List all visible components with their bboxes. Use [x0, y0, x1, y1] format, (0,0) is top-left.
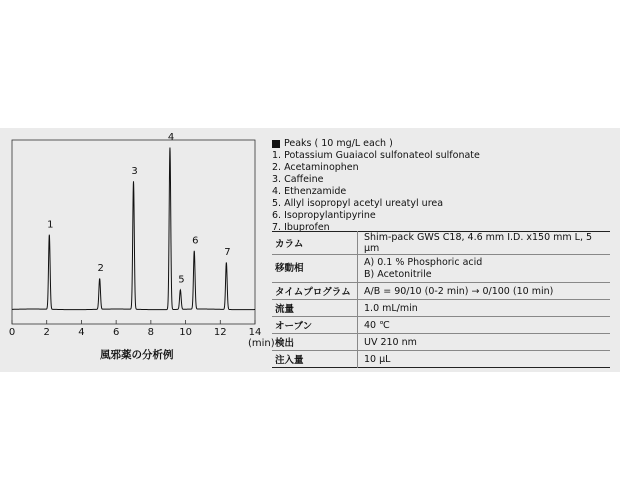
condition-value: 1.0 mL/min: [358, 300, 611, 317]
peak-list-item: 1. Potassium Guaiacol sulfonateol sulfonate: [272, 150, 480, 161]
x-tick-label: 8: [147, 327, 155, 338]
condition-row-mobile-phase: [272, 255, 610, 283]
condition-value: UV 210 nm: [358, 334, 611, 351]
condition-value: [358, 255, 611, 283]
peak-list-item: 5. Allyl isopropyl acetyl ureatyl urea: [272, 198, 444, 209]
condition-row-column: [272, 232, 610, 255]
peak-label-4: 4: [167, 132, 175, 143]
condition-key: 流量: [272, 300, 358, 317]
x-tick-label: 10: [179, 327, 192, 338]
x-tick-label: 14: [248, 327, 262, 338]
condition-value-line: B) Acetonitrile: [364, 268, 432, 280]
peak-label-7: 7: [224, 247, 231, 258]
condition-value: A/B = 90/10 (0-2 min) → 0/100 (10 min): [358, 283, 611, 300]
condition-row-oven: [272, 317, 610, 334]
condition-value: Shim-pack GWS C18, 4.6 mm I.D. x150 mm L, 5 μm: [358, 232, 611, 255]
condition-row-time-program: [272, 283, 610, 300]
x-tick-label: 6: [112, 327, 120, 338]
x-tick-label: 12: [213, 327, 227, 338]
x-tick-label: 4: [78, 327, 85, 338]
condition-value: 10 μL: [358, 351, 611, 368]
peaks-legend: [272, 138, 612, 234]
peak-list-item: 7. Ibuprofen: [272, 222, 330, 233]
peak-list-item: 2. Acetaminophen: [272, 162, 359, 173]
condition-row-detection: [272, 334, 610, 351]
condition-key: オーブン: [272, 317, 358, 334]
x-axis-unit-label: (min): [248, 338, 275, 349]
chromatogram-chart: [0, 128, 275, 350]
condition-row-injection-volume: [272, 351, 610, 368]
condition-row-flow-rate: [272, 300, 610, 317]
x-tick-label: 0: [8, 327, 16, 338]
condition-key: 移動相: [272, 255, 358, 283]
square-bullet-icon: [272, 140, 280, 148]
peaks-title: Peaks ( 10 mg/L each ): [284, 138, 393, 149]
peak-label-5: 5: [178, 274, 185, 286]
conditions-table: [272, 231, 610, 368]
condition-key: 検出: [272, 334, 358, 351]
condition-value: 40 ℃: [358, 317, 611, 334]
peak-label-1: 1: [47, 219, 54, 231]
peaks-title-row: [272, 138, 612, 150]
peak-labels: [47, 132, 230, 286]
peak-label-3: 3: [131, 166, 138, 177]
peak-label-6: 6: [192, 235, 199, 247]
x-axis: [9, 320, 262, 338]
condition-key: カラム: [275, 239, 304, 250]
chart-caption: 風邪薬の分析例: [100, 349, 174, 361]
peak-list-item: 6. Isopropylantipyrine: [272, 210, 376, 221]
condition-key: タイムプログラム: [272, 283, 358, 300]
x-tick-label: 2: [43, 327, 50, 338]
condition-key: 注入量: [272, 351, 358, 368]
condition-value-line: A) 0.1 % Phosphoric acid: [364, 256, 483, 268]
peak-list-item: 4. Ethenzamide: [272, 186, 347, 197]
peak-label-2: 2: [97, 263, 104, 275]
peak-list-item: 3. Caffeine: [272, 174, 324, 185]
